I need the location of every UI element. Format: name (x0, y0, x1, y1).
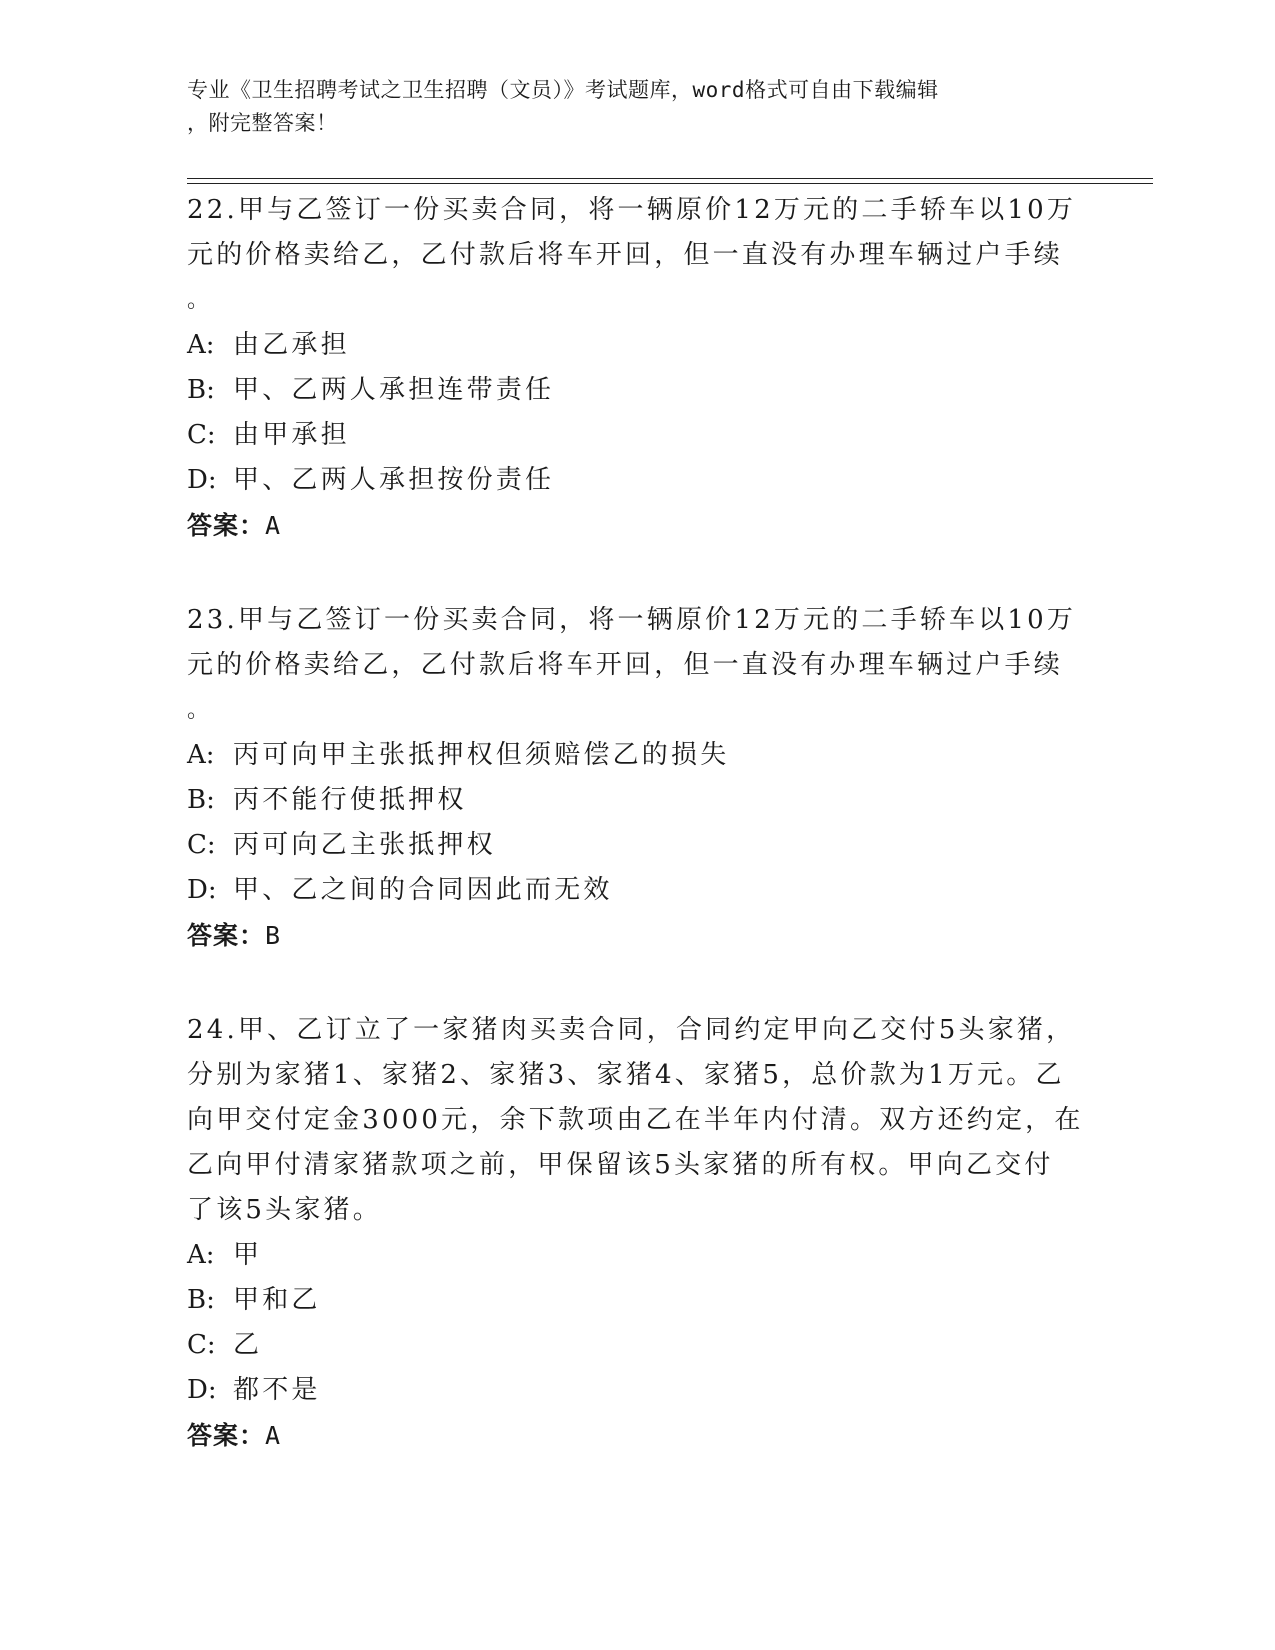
option-key: B: (187, 785, 215, 815)
option-b (187, 778, 1087, 823)
option-key: D: (187, 875, 217, 905)
option-text: 由甲承担 (233, 420, 350, 450)
question-text-line: 。 (187, 698, 210, 723)
question-text-line: 乙向甲付清家猪款项之前，甲保留该5头家猪的所有权。甲向乙交付 (187, 1150, 1054, 1180)
answer-label: 答案： (187, 1421, 266, 1450)
header-line-1: 专业《卫生招聘考试之卫生招聘（文员）》考试题库，word格式可自由下载编辑 (187, 78, 939, 102)
option-key: C: (187, 1330, 216, 1360)
question-text-line: 分别为家猪1、家猪2、家猪3、家猪4、家猪5，总价款为1万元。乙 (187, 1060, 1065, 1090)
header-divider-bottom (187, 183, 1153, 184)
option-a (187, 1233, 1087, 1278)
options-list (187, 323, 1087, 503)
header-line-2: ，附完整答案！ (187, 111, 338, 135)
answer-value: B (265, 921, 282, 950)
document-header (187, 74, 1067, 140)
option-key: D: (187, 465, 217, 495)
question-24 (187, 1008, 1087, 1459)
answer-value: A (265, 1421, 282, 1450)
option-d (187, 868, 1087, 913)
option-text: 甲、乙两人承担按份责任 (233, 465, 555, 495)
option-key: A: (187, 740, 215, 770)
options-list (187, 733, 1087, 913)
option-text: 丙可向乙主张抵押权 (233, 830, 496, 860)
option-text: 甲和乙 (233, 1285, 321, 1315)
option-text: 甲 (233, 1240, 263, 1270)
header-divider-top (187, 178, 1153, 179)
options-list (187, 1233, 1087, 1413)
option-key: A: (187, 330, 215, 360)
option-text: 丙可向甲主张抵押权但须赔偿乙的损失 (233, 740, 730, 770)
question-23 (187, 598, 1087, 959)
option-text: 都不是 (233, 1375, 321, 1405)
question-text-line: 向甲交付定金3000元，余下款项由乙在半年内付清。双方还约定，在 (187, 1105, 1084, 1135)
question-text-line: 24.甲、乙订立了一家猪肉买卖合同，合同约定甲向乙交付5头家猪， (187, 1015, 1076, 1045)
option-text: 甲、乙之间的合同因此而无效 (233, 875, 613, 905)
option-text: 乙 (233, 1330, 263, 1360)
option-text: 甲、乙两人承担连带责任 (233, 375, 555, 405)
option-c (187, 823, 1087, 868)
answer-label: 答案： (187, 921, 266, 950)
option-d (187, 458, 1087, 503)
option-key: B: (187, 375, 215, 405)
question-text-line: 元的价格卖给乙，乙付款后将车开回，但一直没有办理车辆过户手续 (187, 240, 1064, 270)
question-text-line: 了该5头家猪。 (187, 1195, 382, 1225)
option-text: 由乙承担 (233, 330, 350, 360)
option-b (187, 1278, 1087, 1323)
question-text-line: 。 (187, 288, 210, 313)
answer-line (187, 503, 1087, 549)
question-text-line: 23.甲与乙签订一份买卖合同，将一辆原价12万元的二手轿车以10万 (187, 605, 1077, 635)
question-text-line: 22.甲与乙签订一份买卖合同，将一辆原价12万元的二手轿车以10万 (187, 195, 1077, 225)
option-key: A: (187, 1240, 215, 1270)
option-key: D: (187, 1375, 217, 1405)
question-22 (187, 188, 1087, 549)
option-key: B: (187, 1285, 215, 1315)
option-c (187, 1323, 1087, 1368)
answer-line (187, 913, 1087, 959)
option-a (187, 323, 1087, 368)
option-key: C: (187, 420, 216, 450)
answer-label: 答案： (187, 511, 266, 540)
option-text: 丙不能行使抵押权 (233, 785, 467, 815)
option-d (187, 1368, 1087, 1413)
option-b (187, 368, 1087, 413)
question-text-line: 元的价格卖给乙，乙付款后将车开回，但一直没有办理车辆过户手续 (187, 650, 1064, 680)
option-a (187, 733, 1087, 778)
option-key: C: (187, 830, 216, 860)
option-c (187, 413, 1087, 458)
answer-line (187, 1413, 1087, 1459)
answer-value: A (265, 511, 282, 540)
